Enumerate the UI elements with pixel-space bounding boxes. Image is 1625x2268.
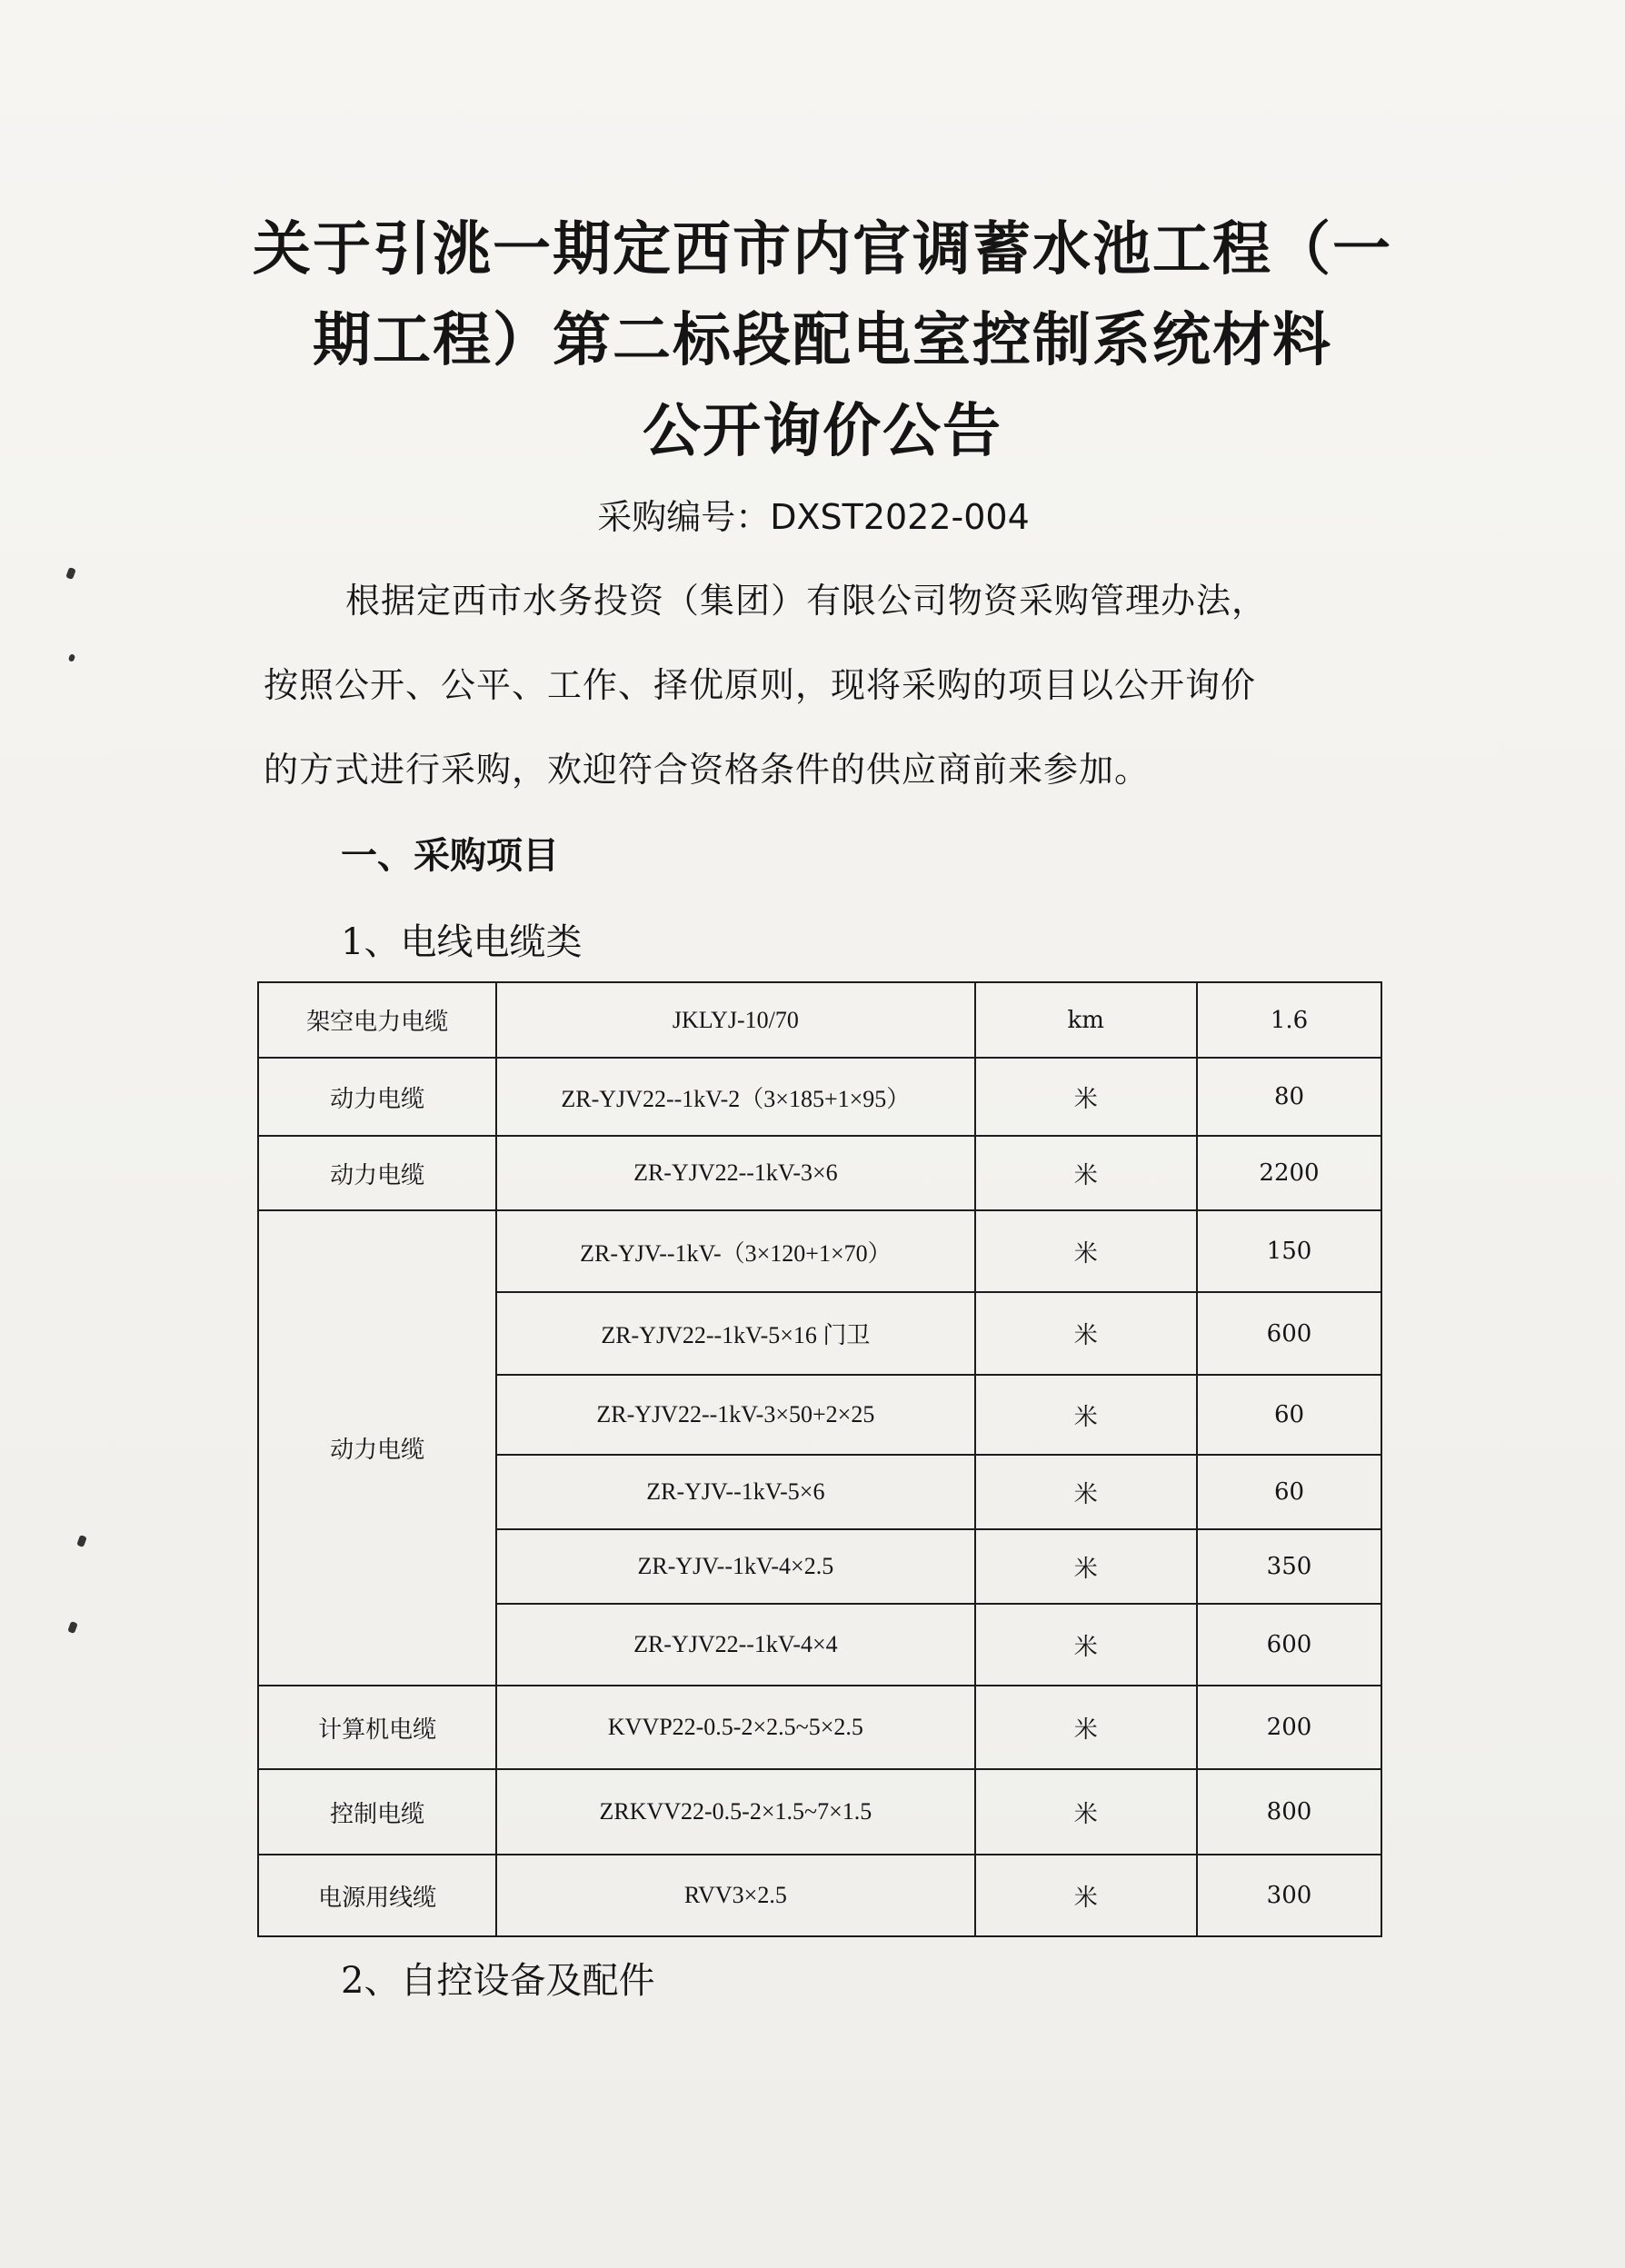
cable-qty-cell: 300 bbox=[1197, 1855, 1381, 1936]
cable-qty-cell: 200 bbox=[1197, 1686, 1381, 1769]
cable-spec-cell: JKLYJ-10/70 bbox=[496, 982, 974, 1058]
cable-spec-cell: ZR-YJV22--1kV-5×16 门卫 bbox=[496, 1292, 974, 1375]
cable-name-cell: 控制电缆 bbox=[258, 1769, 496, 1855]
cable-table bbox=[257, 981, 1382, 1937]
cable-spec-cell: ZR-YJV22--1kV-2（3×185+1×95） bbox=[496, 1058, 974, 1136]
cable-unit-cell: 米 bbox=[975, 1210, 1197, 1292]
intro-line-1-text: 根据定西市水务投资（集团）有限公司物资采购管理办法， bbox=[345, 581, 1268, 621]
cable-qty-cell: 1.6 bbox=[1197, 982, 1381, 1058]
cable-unit-cell: 米 bbox=[975, 1529, 1197, 1604]
title-line-2: 期工程）第二标段配电室控制系统材料 bbox=[313, 307, 1332, 374]
cable-qty-cell: 80 bbox=[1197, 1058, 1381, 1136]
cable-spec-cell: ZR-YJV--1kV-4×2.5 bbox=[496, 1529, 974, 1604]
section-heading: 一、采购项目 bbox=[341, 835, 559, 877]
cable-spec-cell: ZR-YJV22--1kV-3×50+2×25 bbox=[496, 1375, 974, 1455]
table-row bbox=[258, 1686, 1381, 1769]
cable-unit-cell: 米 bbox=[975, 1375, 1197, 1455]
binding-hole-mark bbox=[67, 1621, 78, 1634]
cable-qty-cell: 350 bbox=[1197, 1529, 1381, 1604]
binding-hole-mark bbox=[68, 653, 75, 662]
cable-unit-cell: km bbox=[975, 982, 1197, 1058]
title-line-1: 关于引洮一期定西市内官调蓄水池工程（一 bbox=[253, 216, 1392, 284]
cable-spec-cell: ZRKVV22-0.5-2×1.5~7×1.5 bbox=[496, 1769, 974, 1855]
subsection-heading-cables: 1、电线电缆类 bbox=[341, 921, 583, 963]
cable-qty-cell: 600 bbox=[1197, 1604, 1381, 1686]
cable-qty-cell: 2200 bbox=[1197, 1136, 1381, 1210]
cable-unit-cell: 米 bbox=[975, 1292, 1197, 1375]
cable-unit-cell: 米 bbox=[975, 1604, 1197, 1686]
procurement-number: 采购编号：DXST2022-004 bbox=[597, 497, 1030, 537]
intro-line-2: 按照公开、公平、工作、择优原则，现将采购的项目以公开询价 bbox=[264, 665, 1257, 705]
table-row bbox=[258, 1136, 1381, 1210]
cable-unit-cell: 米 bbox=[975, 1686, 1197, 1769]
cable-qty-cell: 60 bbox=[1197, 1455, 1381, 1529]
cable-qty-cell: 150 bbox=[1197, 1210, 1381, 1292]
cable-spec-cell: ZR-YJV22--1kV-4×4 bbox=[496, 1604, 974, 1686]
subsection-heading-automation: 2、自控设备及配件 bbox=[341, 1960, 655, 2002]
cable-name-cell-merged: 动力电缆 bbox=[258, 1210, 496, 1686]
cable-name-cell: 电源用线缆 bbox=[258, 1855, 496, 1936]
table-row bbox=[258, 1058, 1381, 1136]
table-row bbox=[258, 1855, 1381, 1936]
intro-line-1 bbox=[264, 559, 1391, 643]
cable-name-cell: 计算机电缆 bbox=[258, 1686, 496, 1769]
table-row bbox=[258, 1769, 1381, 1855]
title-line-3: 公开询价公告 bbox=[643, 398, 1002, 465]
cable-unit-cell: 米 bbox=[975, 1769, 1197, 1855]
binding-hole-mark bbox=[76, 1535, 87, 1547]
table-row bbox=[258, 982, 1381, 1058]
intro-line-3: 的方式进行采购，欢迎符合资格条件的供应商前来参加。 bbox=[264, 750, 1151, 790]
cable-spec-cell: KVVP22-0.5-2×2.5~5×2.5 bbox=[496, 1686, 974, 1769]
binding-hole-mark bbox=[65, 567, 76, 580]
cable-table-wrapper bbox=[257, 981, 1382, 1937]
cable-unit-cell: 米 bbox=[975, 1136, 1197, 1210]
table-row bbox=[258, 1210, 1381, 1292]
cable-unit-cell: 米 bbox=[975, 1855, 1197, 1936]
cable-spec-cell: ZR-YJV--1kV-（3×120+1×70） bbox=[496, 1210, 974, 1292]
cable-qty-cell: 600 bbox=[1197, 1292, 1381, 1375]
cable-unit-cell: 米 bbox=[975, 1455, 1197, 1529]
cable-name-cell: 动力电缆 bbox=[258, 1058, 496, 1136]
cable-qty-cell: 60 bbox=[1197, 1375, 1381, 1455]
cable-name-cell: 架空电力电缆 bbox=[258, 982, 496, 1058]
cable-spec-cell: RVV3×2.5 bbox=[496, 1855, 974, 1936]
cable-name-cell: 动力电缆 bbox=[258, 1136, 496, 1210]
cable-qty-cell: 800 bbox=[1197, 1769, 1381, 1855]
cable-unit-cell: 米 bbox=[975, 1058, 1197, 1136]
cable-spec-cell: ZR-YJV22--1kV-3×6 bbox=[496, 1136, 974, 1210]
cable-spec-cell: ZR-YJV--1kV-5×6 bbox=[496, 1455, 974, 1529]
